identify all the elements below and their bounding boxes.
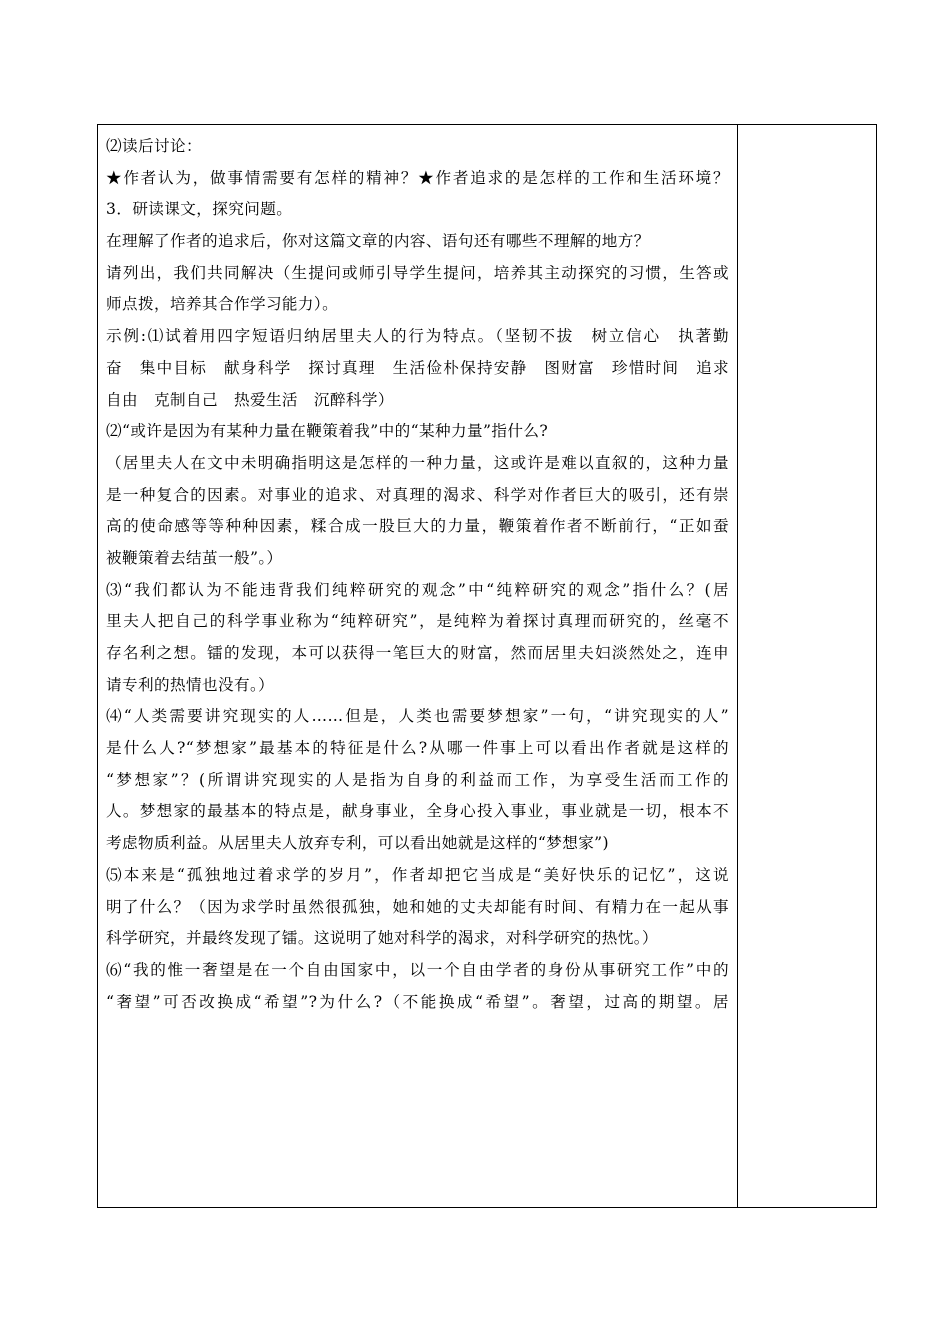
text-line: ⑶“我们都认为不能违背我们纯粹研究的观念”中“纯粹研究的观念”指什么？(居 <box>106 580 729 599</box>
text-line: 奋 集中目标 献身科学 探讨真理 生活俭朴保持安静 图财富 珍惜时间 追求 <box>106 358 729 377</box>
text-line: ⑷“人类需要讲究现实的人……但是，人类也需要梦想家”一句，“讲究现实的人” <box>106 707 729 726</box>
text-line: ⑹“我的惟一奢望是在一个自由国家中，以一个自由学者的身份从事研究工作”中的 <box>106 960 729 979</box>
lesson-table <box>97 124 877 1208</box>
text-line: “奢望”可否改换成“希望”?为什么?（不能换成“希望”。奢望，过高的期望。居 <box>106 992 729 1011</box>
text-line: （居里夫人在文中未明确指明这是怎样的一种力量，这或许是难以直叙的，这种力量 <box>106 453 729 472</box>
text-line: 请专利的热情也没有。） <box>106 675 275 694</box>
text-line: 示例:⑴试着用四字短语归纳居里夫人的行为特点。（坚韧不拔 树立信心 执著勤 <box>106 327 729 346</box>
text-line: “梦想家”？(所谓讲究现实的人是指为自身的利益而工作，为享受生活而工作的 <box>106 770 729 789</box>
text-line: 考虑物质利益。从居里夫人放弃专利，可以看出她就是这样的“梦想家”) <box>106 834 610 853</box>
text-line: 被鞭策着去结茧一般”。） <box>106 548 283 567</box>
text-line: 自由 克制自己 热爱生活 沉醉科学） <box>106 390 394 409</box>
text-line: ⑵“或许是因为有某种力量在鞭策着我”中的“某种力量”指什么? <box>106 422 549 441</box>
text-line: 是什么人?“梦想家”最基本的特征是什么?从哪一件事上可以看出作者就是这样的 <box>106 739 729 758</box>
text-line: ★作者认为，做事情需要有怎样的精神？★作者追求的是怎样的工作和生活环境？ <box>106 168 729 187</box>
text-line: 里夫人把自己的科学事业称为“纯粹研究”，是纯粹为着探讨真理而研究的，丝毫不 <box>106 612 729 631</box>
text-line: 存名利之想。镭的发现，本可以获得一笔巨大的财富，然而居里夫妇淡然处之，连申 <box>106 644 729 662</box>
text-line: 明了什么？（因为求学时虽然很孤独，她和她的丈夫却能有时间、有精力在一起从事 <box>106 897 729 916</box>
text-line: 科学研究，并最终发现了镭。这说明了她对科学的渴求，对科学研究的热忱。） <box>106 929 658 948</box>
text-line: ⑵读后讨论： <box>106 137 202 155</box>
text-line: 是一种复合的因素。对事业的追求、对真理的渴求、科学对作者巨大的吸引，还有崇 <box>106 485 729 504</box>
text-line: 高的使命感等等种种因素，糅合成一股巨大的力量，鞭策着作者不断前行，“正如蚕 <box>106 517 729 536</box>
text-line: ⑸本来是“孤独地过着求学的岁月”，作者却把它当成是“美好快乐的记忆”，这说 <box>106 865 729 884</box>
text-line: 3．研读课文，探究问题。 <box>106 200 293 219</box>
notes-cell <box>738 125 876 1207</box>
text-line: 在理解了作者的追求后，你对这篇文章的内容、语句还有哪些不理解的地方？ <box>106 232 650 251</box>
lesson-content-cell <box>98 125 738 1207</box>
text-line: 请列出，我们共同解决（生提问或师引导学生提问，培养其主动探究的习惯，生答或 <box>106 263 729 282</box>
text-line: 人。梦想家的最基本的特点是，献身事业，全身心投入事业，事业就是一切，根本不 <box>106 802 729 821</box>
text-line: 师点拨，培养其合作学习能力）。 <box>106 295 339 314</box>
